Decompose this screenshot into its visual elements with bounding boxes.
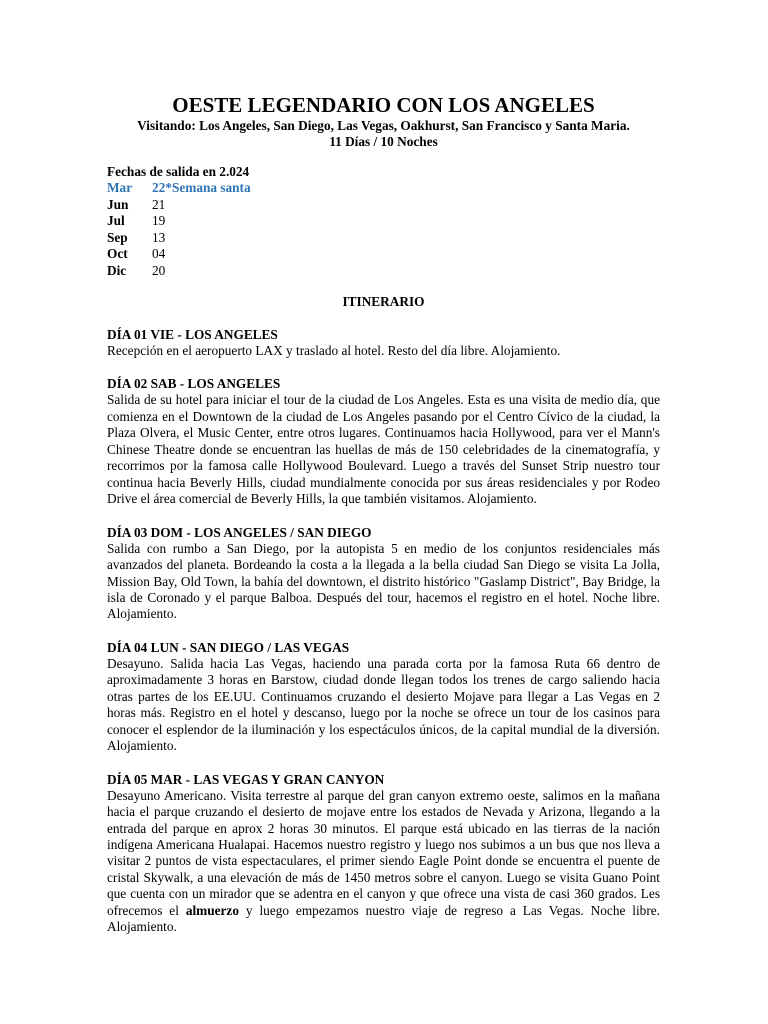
itinerary-heading: ITINERARIO	[342, 294, 425, 309]
itinerary-day	[107, 326, 660, 359]
departure-row	[107, 263, 660, 280]
departure-day: 04	[152, 246, 166, 261]
day-description	[107, 788, 660, 936]
document-page	[107, 92, 660, 936]
departure-day: 19	[152, 213, 166, 228]
departure-row	[107, 180, 660, 197]
day-description: Desayuno. Salida hacia Las Vegas, haciendo una parada corta por la famosa Ruta 66 dentro de aproximadamente 3 horas en Barstow, ciudad donde llegan todos los trenes de cargo saliendo hacia otras partes de los EE.UU. Continuamos cruzando el desierto Mojave para llegar a Las Vegas en 2 horas más. Registro en el hotel y descanso, luego por la noche se ofrece un tour de los casinos para conocer el esplendor de la iluminación y los espectáculos únicos, de la capital mundial de la diversión. Alojamiento.	[107, 655, 660, 754]
visiting-line: Visitando: Los Angeles, San Diego, Las Vegas, Oakhurst, San Francisco y Santa Maria.	[137, 118, 630, 133]
itinerary-day	[107, 639, 660, 755]
day-description: Salida de su hotel para iniciar el tour de la ciudad de Los Angeles. Esta es una visita de medio día, que comienza en el Downtown de la ciudad de Los Angeles pasando por el Centro Cívico de la ciudad, la Plaza Olvera, el Music Center, entre otros lugares. Continuamos hacia Hollywood, para ver el Mann's Chinese Theatre donde se encuentran las huellas de más de 150 celebridades de la cinematografía, y recorrimos por la famosa calle Hollywood Boulevard. Luego a través del Sunset Strip nuestro tour continua hacia Beverly Hills, ciudad mundialmente conocida por sus áreas residenciales y por Rodeo Drive el área comercial de Beverly Hills, la que también visitamos. Alojamiento.	[107, 392, 660, 507]
day-description-part: y luego empezamos nuestro viaje de regreso a Las Vegas. Noche libre. Alojamiento.	[107, 902, 660, 935]
departure-day: 20	[152, 262, 166, 278]
day-description: Salida con rumbo a San Diego, por la autopista 5 en medio de los conjuntos residenciales más avanzados del planeta. Bordeando la costa a la llegada a la bella ciudad San Diego se visita La Jolla, Mission Bay, Old Town, la bahía del downtown, el distrito histórico "Gaslamp District", Bay Bridge, la isla de Coronado y el parque Balboa. Después del tour, hacemos el registro en el hotel. Noche libre. Alojamiento.	[107, 540, 660, 622]
day-title: DÍA 04 LUN - SAN DIEGO / LAS VEGAS	[107, 639, 350, 655]
departure-month: Jun	[107, 196, 129, 212]
departure-row	[107, 197, 660, 214]
departure-dates-list	[107, 180, 660, 279]
itinerary-day	[107, 375, 660, 507]
departure-month: Jul	[107, 213, 125, 228]
departure-row	[107, 230, 660, 247]
departure-month: Mar	[107, 180, 133, 195]
day-title: DÍA 02 SAB - LOS ANGELES	[107, 376, 281, 392]
departure-row	[107, 246, 660, 263]
departure-day: 21	[152, 196, 166, 212]
lunch-emphasis: almuerzo	[185, 902, 239, 918]
departure-day: 22*Semana santa	[152, 180, 251, 195]
day-title: DÍA 03 DOM - LOS ANGELES / SAN DIEGO	[107, 524, 372, 540]
departure-day: 13	[152, 229, 166, 245]
departure-month: Dic	[107, 262, 127, 278]
day-description: Recepción en el aeropuerto LAX y traslado al hotel. Resto del día libre. Alojamiento.	[107, 343, 561, 358]
day-title: DÍA 01 VIE - LOS ANGELES	[107, 327, 278, 342]
day-description-part: Desayuno Americano. Visita terrestre al parque del gran canyon extremo oeste, salimos en la mañana hacia el parque cruzando el desierto de mojave entre los estados de Nevada y Arizona, llegando a la entrada del parque en aprox 2 horas 30 minutos. El parque está ubicado en las tierras de la nación indígena Americana Hualapai. Hacemos nuestro registro y luego nos subimos a un bus que nos lleva a visitar 2 puntos de vista espectaculares, el primer siendo Eagle Point donde se encuentra el puente de cristal Skywalk, a una elevación de más de 1450 metros sobre el canyon. Luego se visita Guano Point que cuenta con un mirador que se adentra en el canyon y que ofrece una vista de casi 360 grados. Les ofrecemos el	[107, 787, 660, 918]
departure-month: Sep	[107, 229, 128, 245]
departure-row	[107, 213, 660, 230]
duration-line: 11 Días / 10 Noches	[329, 134, 438, 149]
document-title: OESTE LEGENDARIO CON LOS ANGELES	[172, 93, 595, 117]
departure-dates-heading: Fechas de salida en 2.024	[107, 164, 250, 179]
day-title: DÍA 05 MAR - LAS VEGAS Y GRAN CANYON	[107, 771, 385, 787]
departure-month: Oct	[107, 246, 128, 261]
itinerary-day	[107, 524, 660, 623]
itinerary-day	[107, 771, 660, 936]
